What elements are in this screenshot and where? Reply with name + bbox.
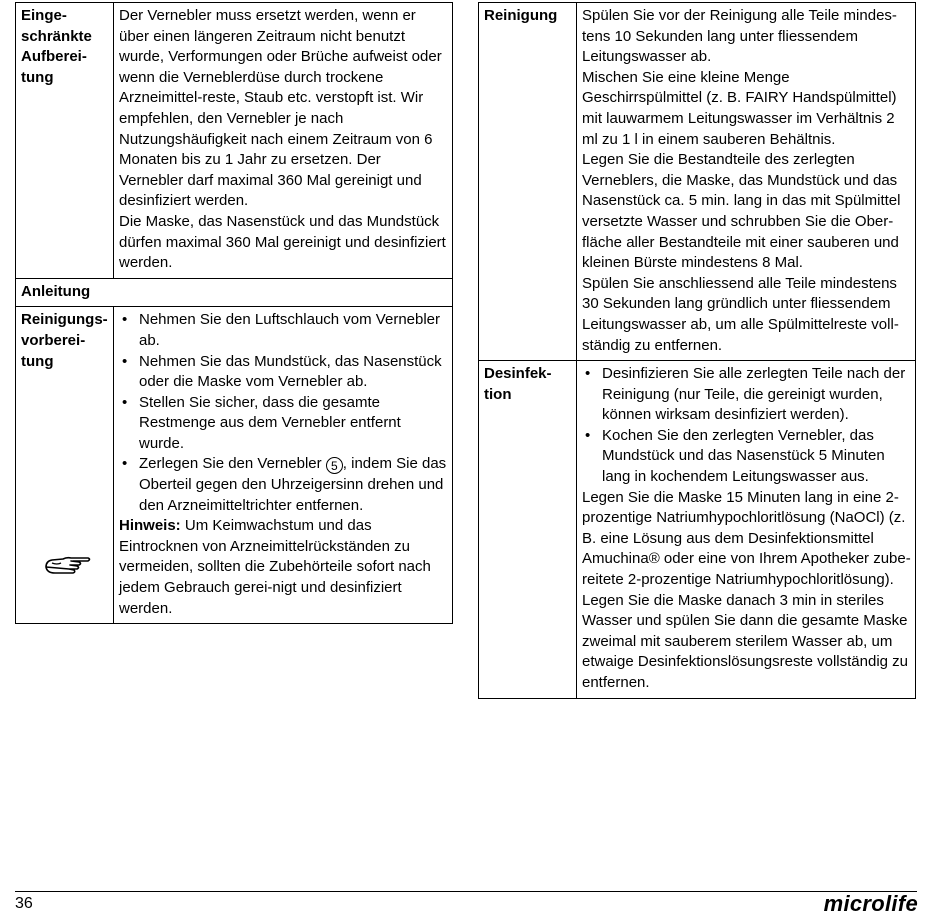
cleaning-content (577, 3, 916, 361)
footer-divider (15, 891, 917, 892)
instructions-heading: Anleitung (16, 278, 453, 307)
left-instruction-table (15, 2, 453, 624)
brand-logo: microlife (823, 891, 918, 916)
cleaning-prep-row (16, 307, 453, 624)
restricted-processing-content (114, 3, 453, 279)
list-item: • Nehmen Sie das Mundstück, das Nasenstück oder die Maske vom Vernebler ab. (119, 352, 448, 393)
disinfection-content (577, 361, 916, 699)
cleaning-prep-list (119, 310, 448, 516)
right-instruction-table (478, 2, 916, 699)
list-item-text-after: , indem Sie das Oberteil gegen den Uhrzeigersinn drehen und den Arzneimitteltrichter entfernen. (139, 455, 447, 514)
disinfection-label-text: Desinfek- tion (484, 365, 552, 403)
list-item: • Desinfizieren Sie alle zerlegten Teile nach der Reinigung (nur Teile, die gereinigt wurden, können wirksam desinfiziert werden). (582, 364, 911, 426)
restricted-processing-label (16, 3, 114, 279)
disinfection-paragraph: Legen Sie die Maske 15 Minuten lang in eine 2-prozentige Natriumhypochloritlösung (NaOCl) (z. B. eine Lösung aus dem Desinfektionsmittel Amuchina® oder eine von Ihrem Apotheker zube-reitete 2-prozentige Natriumhypochloritlösung). (582, 488, 911, 589)
hint-label: Hinweis: (119, 517, 181, 535)
part-reference-badge: 5 (326, 457, 343, 474)
cleaning-paragraph: Spülen Sie vor der Reinigung alle Teile mindes-tens 10 Sekunden lang unter fliessendem Leitungswasser ab. (582, 7, 897, 66)
disinfection-paragraph: Legen Sie die Maske danach 3 min in steriles Wasser und spülen Sie dann die gesamte Maske zweimal mit sauberem sterilem Wasser ab, um etwaige Desinfektionslösungsreste vollständig zu entfernen. (582, 591, 909, 691)
page-number: 36 (15, 895, 33, 912)
cleaning-paragraph: Spülen Sie anschliessend alle Teile mindestens 30 Sekunden lang gründlich unter fliessendem Leitungswasser ab, um alle Spülmittelreste voll-ständig zu entfernen. (582, 274, 899, 354)
pointing-hand-icon (43, 553, 93, 577)
hint-paragraph (119, 516, 448, 619)
cleaning-label: Reinigung (479, 3, 577, 361)
restricted-processing-text-2: Die Maske, das Nasenstück und das Mundstück dürfen maximal 360 Mal gereinigt und desinfiziert werden. (119, 212, 446, 272)
cleaning-prep-content (114, 307, 453, 624)
cleaning-paragraph: Mischen Sie eine kleine Menge Geschirrspülmittel (z. B. FAIRY Handspülmittel) mit lauwarmem Leitungswasser im Verhältnis 2 ml zu 1 l in einem sauberen Behältnis. (582, 68, 897, 148)
list-item: • Kochen Sie den zerlegten Vernebler, das Mundstück und das Nasenstück 5 Minuten lang in kochendem Leitungswasser aus. (582, 426, 911, 488)
restricted-processing-text: Der Vernebler muss ersetzt werden, wenn er über einen längeren Zeitraum nicht benutzt wurde, Verformungen oder Brüche aufweist oder wenn die Verneblerdüse durch trockene Arzneimittel-reste, Staub etc. verstopft ist. Wir empfehlen, den Vernebler je nach Nutzungshäufigkeit nach einem Zeitraum von 6 Monaten bis zu 1 Jahr zu ersetzen. Der Vernebler darf maximal 360 Mal gereinigt und desinfiziert werden. (119, 7, 442, 210)
list-item: • Nehmen Sie den Luftschlauch vom Vernebler ab. (119, 310, 448, 351)
list-item-text-before: Zerlegen Sie den Vernebler (139, 455, 326, 473)
cleaning-prep-label-text: Reinigungs- vorberei- tung (21, 311, 108, 370)
cleaning-prep-label (16, 307, 114, 624)
restricted-processing-row (16, 3, 453, 279)
cleaning-paragraph: Legen Sie die Bestandteile des zerlegten Verneblers, die Maske, das Mundstück und das Nasenstück ca. 5 min. lang in das mit Spülmittel versetzte Wasser und schrubben Sie die Ober-fläche aller Bestandteile mit einer sauberen und kleinen Bürste mindestens 8 Mal. (582, 151, 901, 272)
disinfection-row (479, 361, 916, 699)
hint-text: Um Keimwachstum und das Eintrocknen von Arzneimittelrückständen zu vermeiden, sollten die Zubehörteile sofort nach jedem Gebrauch gerei-nigt und desinfiziert werden. (119, 517, 431, 617)
disinfection-label (479, 361, 577, 699)
list-item (119, 454, 448, 516)
instructions-heading-row (16, 278, 453, 307)
restricted-processing-label-text: Einge- schränkte Aufberei- tung (21, 7, 92, 86)
disinfection-list (582, 364, 911, 488)
cleaning-row (479, 3, 916, 361)
list-item: • Stellen Sie sicher, dass die gesamte Restmenge aus dem Vernebler entfernt wurde. (119, 393, 448, 455)
